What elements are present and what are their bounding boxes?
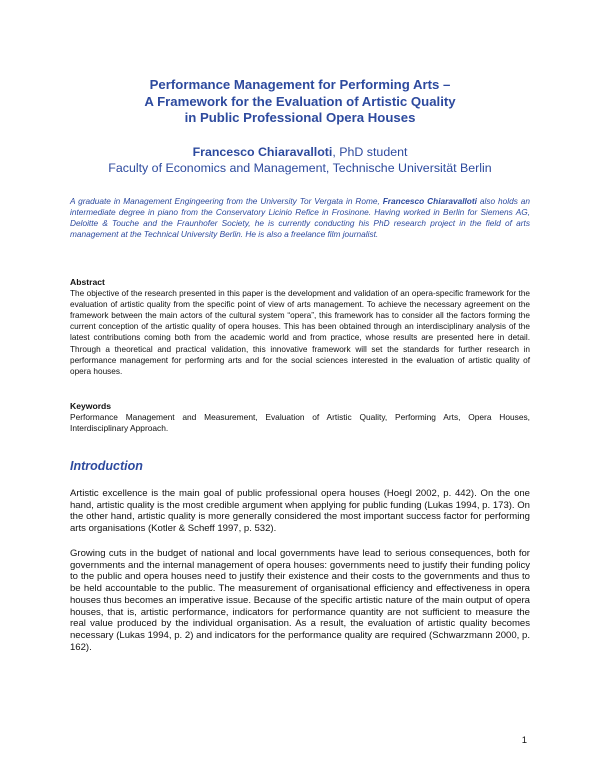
author-bio (70, 196, 530, 240)
intro-paragraph-1: Artistic excellence is the main goal of public professional opera houses (Hoegl 2002, p. 442). On the one hand, artistic quality is the most credible argument when applying for public funding (Lukas 1994, p. 173). On the other hand, artistic quality is more generally considered the most important success factor for performing arts organisations (Kotler & Scheff 1997, p. 532). (70, 488, 530, 535)
author-line (0, 144, 600, 160)
bio-part-1: A graduate in Management Engingeering from the University Tor Vergata in Rome, (70, 196, 383, 206)
introduction-heading: Introduction (70, 459, 143, 473)
title-line-2: A Framework for the Evaluation of Artistic Quality (144, 93, 456, 109)
author-affiliation: Faculty of Economics and Management, Technische Universität Berlin (108, 161, 492, 175)
title-line-1: Performance Management for Performing Arts – (149, 77, 451, 92)
bio-author-name: Francesco Chiaravalloti (382, 196, 477, 206)
paper-title (0, 77, 600, 127)
keywords-section (70, 401, 530, 434)
keywords-heading: Keywords (70, 401, 112, 411)
author-block (0, 144, 600, 176)
title-line-3: in Public Professional Opera Houses (184, 110, 416, 125)
keywords-text: Performance Management and Measurement, Evaluation of Artistic Quality, Performing Arts, Opera Houses, Interdisciplinary Approach. (70, 412, 530, 434)
abstract-section (70, 277, 530, 377)
author-role: , PhD student (332, 145, 408, 159)
author-name: Francesco Chiaravalloti (192, 145, 333, 159)
page-number: 1 (521, 735, 527, 746)
intro-paragraph-2: Growing cuts in the budget of national and local governments have lead to serious consequences, both for governments and the internal management of opera houses: governments need to justify their funding policy to the public and opera houses need to justify their existence and their costs to the governments and thus to be held accountable to the public. The measurement of organisational efficiency and effectiveness in opera houses thus becomes an imperative issue. Because of the specific artistic nature of the main output of opera houses, that is, artistic performance, indicators for performance quantity are not sufficient to measure the real value produced by the individual organisation. As a result, the evaluation of artistic quality becomes necessary (Lukas 1994, p. 2) and indicators for the performance quality are required (Schwarzmann 2000, p. 162). (70, 548, 530, 653)
bio-part-2: also holds an intermediate degree in piano from the Conservatory Licinio Refice in Frosinone. Having worked in Berlin for Siemens AG, Deloitte & Touche and the Fraunhofer Society, he is currently conducting his PhD research project in the field of arts management at the Technical University Berlin. He is also a freelance film journalist. (70, 196, 531, 240)
abstract-text: The objective of the research presented in this paper is the development and validation of an opera-specific framework for the evaluation of artistic quality from the specific point of view of arts management. To achieve the necessary agreement on the framework between the main actors of the cultural system “opera”, this framework has to consider all the factors forming the current conception of the artistic quality of opera houses. This has been obtained through an interdisciplinary analysis of the latest contributions coming both from the academic world and from practice, whose results are presented here in detail. Through a theoretical and practical validation, this innovative framework will set the standards for further research in performance management for performing arts and for the social sciences interested in the evaluation of artistic quality of opera houses. (70, 289, 530, 376)
abstract-heading: Abstract (70, 277, 105, 287)
